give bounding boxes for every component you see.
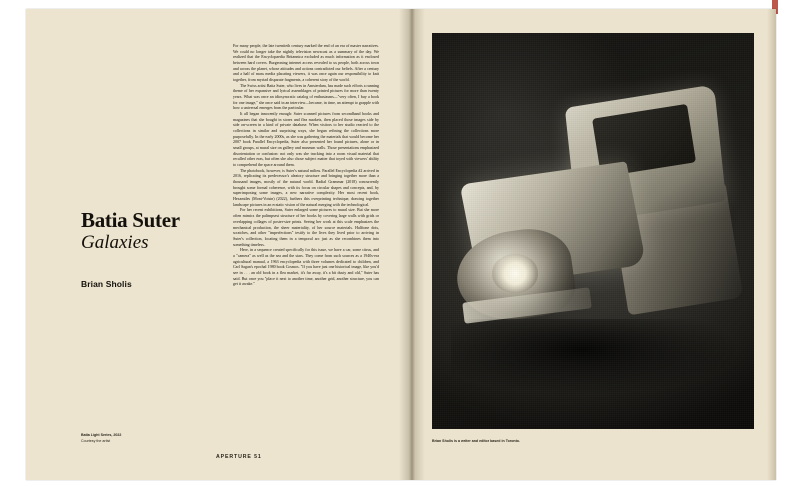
folio-page-number: APERTURE 51 — [216, 454, 262, 460]
truck-subject — [451, 84, 741, 377]
open-book — [26, 9, 776, 480]
article-paragraph: For many people, the late twentieth century marked the end of an era of master narratives. We could no longer take the nightly television newscast as a summary of the day. We realized that the Encyclopaedia Britannica excluded as much information as it enclosed between hard covers. Burgeoning internet access revealed to us people, both across town and across the planet, whose attitudes and actions contradicted our beliefs. After a century and a half of mass media placating viewers, it was once again our responsibility to knit together, from myriad disparate fragments, a coherent story of the world. — [233, 43, 379, 83]
left-page — [26, 9, 412, 480]
author-byline: Brian Sholis — [81, 278, 132, 289]
article-paragraph: It all began innocently enough: Suter scanned pictures from secondhand books and magazines that she bought in stores and flea markets, then placed those images side by side on-screen in a kind of private database. When visitors to her studio reacted to the collections in similar and surprising ways, she began refining the collections more purposefully. In the early 2000s, as she was gathering the materials that would become her 2007 book Parallel Encyclopedia, Suter also presented her found pictures, alone or in small groups, at mural size on gallery and museum walls. Those presentations emphasized disorientation or confusion: not only was she trucking into a room visual material that recalled other eras, but often she also chose subject matter that toyed with viewers' ability to comprehend the space around them. — [233, 111, 379, 168]
page-subtitle: Galaxies — [81, 232, 149, 254]
article-paragraph: For her recent exhibitions, Suter enlarged some pictures to mural size. But she more often mimics the palimpsest structure of her books by covering large walls with grids or overlapping collages of poster-size prints. Seeing her work at this scale emphasizes the mechanical production, the sheer materiality, of her source materials. Halftone dots, scratches, and other "imperfections" testify to the lives they lived prior to arriving in Suter's collection, locating them in a temporal arc just as she recombines them into something timeless. — [233, 207, 379, 247]
truck-shadow — [451, 319, 741, 395]
page-title: Batia Suter — [81, 208, 180, 232]
right-page-caption: Brian Sholis is a writer and editor based in Toronto. — [432, 438, 520, 443]
truck-headlight — [492, 254, 538, 292]
left-page-caption — [81, 433, 191, 444]
photograph-truck — [432, 33, 754, 429]
article-paragraph: The photobook, however, is Suter's natural milieu. Parallel Encyclopedia #2 arrived in 2016, replicating its predecessor's aleatory structure and bringing together more than a thousand images, mostly of the natural world. Radial Grammar (2018) concurrently brought some formal coherence, with its focus on circular shapes and concepts, and, by superimposing some images, a new narrative complexity. Her most recent book, Hexamiles (Mont-Voisin) (2022), furthers this overprinting technique, drawing together landscape pictures in an ecstatic vision of the natural merging with the technological. — [233, 167, 379, 207]
title-block — [81, 209, 231, 289]
caption-credit: Courtesy the artist — [81, 438, 111, 443]
article-paragraph: Here, in a sequence created specifically for this issue, we have a car, some citrus, and a "camera" as well as the sea and the stars. They come from such sources as a 1940s-era agricultural manual, a 1963 encyclopedia with three volumes dedicated to children, and Carl Sagan's epochal 1980 book Cosmos. "If you have just one historical image, like you'd see in . . . an old book in a flea market, it's far away, it's a bit dusty and old," Suter has said. But once you "place it next to another time, another grid, another structure, you can get it awake." — [233, 247, 379, 287]
article-body-column — [233, 43, 379, 287]
right-page — [412, 9, 776, 480]
caption-title: Batia Light Series, 2022 — [81, 433, 122, 438]
page-edge-shading — [767, 9, 776, 480]
article-paragraph: The Swiss artist Batia Suter, who lives in Amsterdam, has made such efforts a running theme of her expansive and lyrical assemblages of printed pictures for more than twenty years. What was once an idiosyncratic catalog of enthusiasms—"very often, I buy a book for one image," she once said in an interview—became, in time, an attempt to grapple with how a universal emerges from the particular. — [233, 82, 379, 111]
